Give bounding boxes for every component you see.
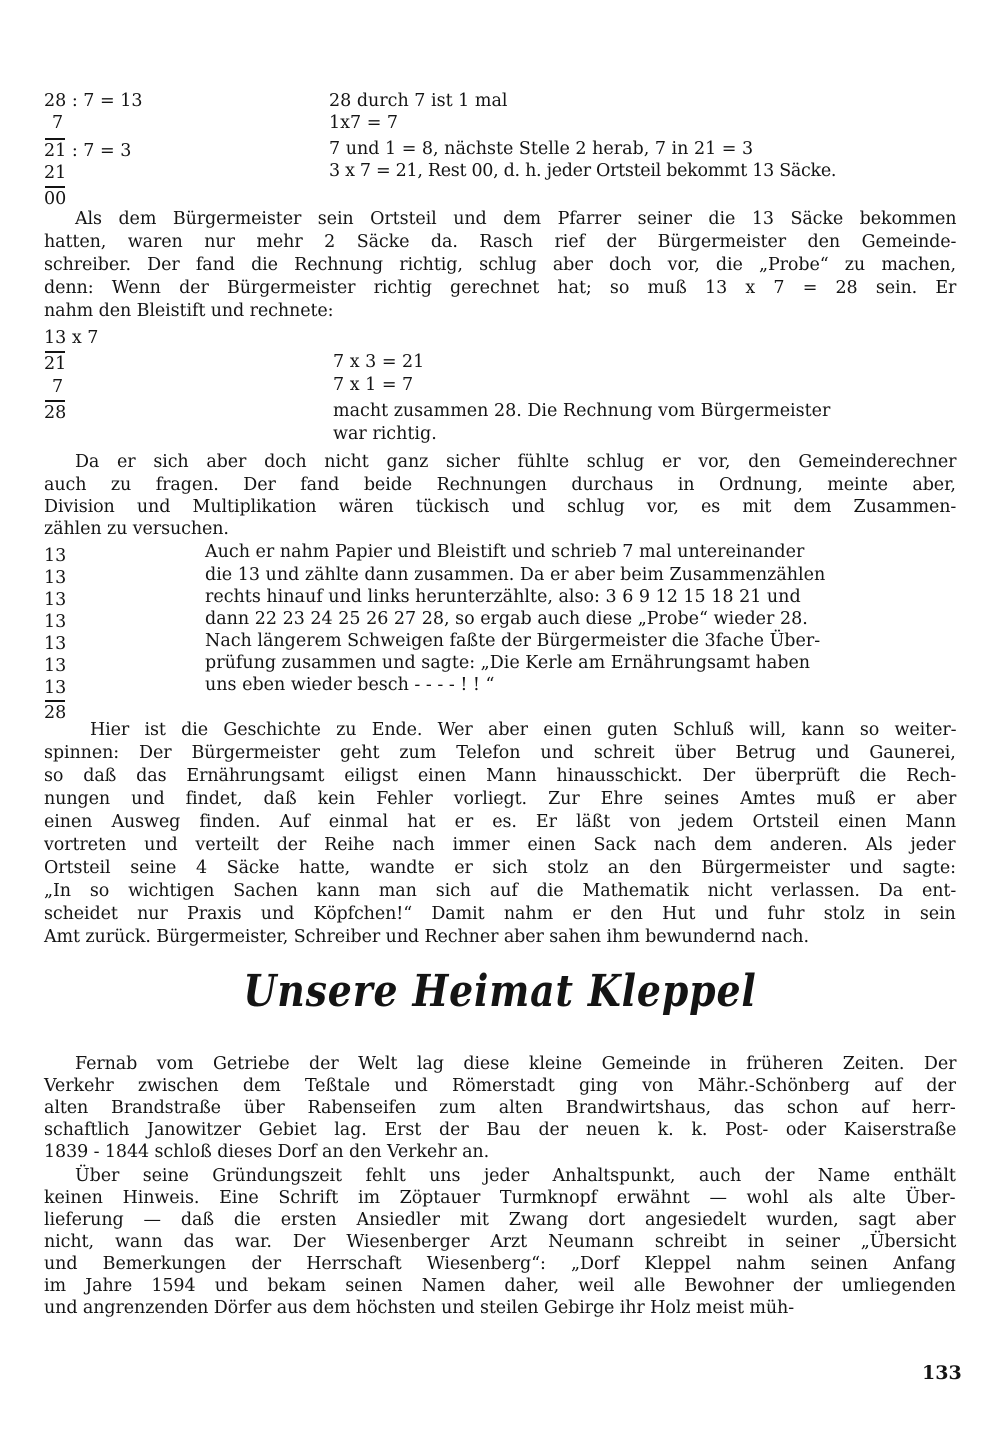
- calc-line: 21: [44, 354, 67, 374]
- calc-explanation: Nach längerem Schweigen faßte der Bürgermeister die 3fache Über-: [205, 631, 821, 651]
- calc-explanation: 7 x 1 = 7: [333, 375, 414, 395]
- text-line: hatten, waren nur mehr 2 Säcke da. Rasch rief der Bürgermeister den Gemeinde-: [44, 232, 957, 252]
- calc-line: 00: [44, 189, 67, 209]
- text-line: Hier ist die Geschichte zu Ende. Wer aber einen guten Schluß will, kann so weiter-: [90, 720, 957, 740]
- text-line: Als dem Bürgermeister sein Ortsteil und dem Pfarrer seiner die 13 Säcke bekommen: [75, 209, 957, 229]
- calc-line: 21: [44, 163, 67, 183]
- calc-line: 13: [44, 656, 67, 676]
- calc-line: 13: [44, 678, 67, 698]
- text-line: auch zu fragen. Der fand beide Rechnungen durchaus in Ordnung, meinte aber,: [44, 475, 956, 495]
- text-line: „In so wichtigen Sachen kann man sich auf die Mathematik nicht verlassen. Da ent-: [44, 881, 957, 901]
- text-line: spinnen: Der Bürgermeister geht zum Telefon und schreit über Betrug und Gaunerei,: [44, 743, 956, 763]
- calc-explanation: Auch er nahm Papier und Bleistift und schrieb 7 mal untereinander: [205, 542, 805, 562]
- text-line: Fernab vom Getriebe der Welt lag diese kleine Gemeinde in früheren Zeiten. Der: [75, 1054, 957, 1074]
- calc-explanation: macht zusammen 28. Die Rechnung vom Bürgermeister: [333, 401, 831, 421]
- section-heading: Unsere Heimat Kleppel: [243, 966, 757, 1017]
- text-line: und angrenzenden Dörfer aus dem höchsten und steilen Gebirge ihr Holz meist müh-: [44, 1298, 795, 1318]
- text-line: alten Brandstraße über Rabenseifen zum alten Brandwirtshaus, das schon auf herr-: [44, 1098, 956, 1118]
- calc-line: 28 : 7 = 13: [44, 91, 143, 111]
- calc-explanation: 3 x 7 = 21, Rest 00, d. h. jeder Ortsteil bekommt 13 Säcke.: [329, 161, 837, 181]
- calc-explanation: 28 durch 7 ist 1 mal: [329, 91, 508, 111]
- page-number: 133: [922, 1362, 962, 1384]
- calc-explanation: 1x7 = 7: [329, 113, 399, 133]
- calc-line: 7: [52, 113, 64, 133]
- text-line: einen Ausweg finden. Auf einmal hat er es. Er läßt von jedem Ortsteil einen Mann: [44, 812, 957, 832]
- calc-explanation: dann 22 23 24 25 26 27 28, so ergab auch diese „Probe“ wieder 28.: [205, 609, 808, 629]
- text-line: Ortsteil seine 4 Säcke hatte, wandte er sich stolz an den Bürgermeister und sagte:: [44, 858, 956, 878]
- calc-line: 28: [44, 703, 67, 723]
- text-line: schaftlich Janowitzer Gebiet lag. Erst der Bau der neuen k. k. Post- oder Kaiserstraße: [44, 1120, 957, 1140]
- calc-explanation: die 13 und zählte dann zusammen. Da er aber beim Zusammenzählen: [205, 565, 826, 585]
- text-line: so daß das Ernährungsamt eiligst einen Mann hinausschickt. Der überprüft die Rech-: [44, 766, 957, 786]
- text-line: vortreten und verteilt der Reihe nach immer einen Sack nach dem anderen. Als jeder: [44, 835, 956, 855]
- text-line: Verkehr zwischen dem Teßtale und Römerstadt ging von Mähr.-Schönberg auf der: [44, 1076, 956, 1096]
- calc-line: 13: [44, 546, 67, 566]
- calc-line: 13: [44, 612, 67, 632]
- calc-line: 13: [44, 590, 67, 610]
- calc-line: 13: [44, 634, 67, 654]
- text-line: Da er sich aber doch nicht ganz sicher fühlte schlug er vor, den Gemeinderechner: [75, 452, 957, 472]
- text-line: zählen zu versuchen.: [44, 519, 229, 539]
- calc-explanation: 7 x 3 = 21: [333, 352, 425, 372]
- text-line: 1839 - 1844 schloß dieses Dorf an den Verkehr an.: [44, 1142, 490, 1162]
- text-line: schreiber. Der fand die Rechnung richtig, schlug aber doch vor, die „Probe“ zu machen,: [44, 255, 956, 275]
- text-line: Division und Multiplikation wären tückisch und schlug vor, es mit dem Zusammen-: [44, 497, 957, 517]
- calc-explanation: 7 und 1 = 8, nächste Stelle 2 herab, 7 in 21 = 3: [329, 139, 754, 159]
- calc-explanation: war richtig.: [333, 424, 437, 444]
- calc-explanation: prüfung zusammen und sagte: „Die Kerle am Ernährungsamt haben: [205, 653, 811, 673]
- text-line: keinen Hinweis. Eine Schrift im Zöptauer Turmknopf erwähnt — wohl als alte Über-: [44, 1188, 956, 1208]
- text-line: Amt zurück. Bürgermeister, Schreiber und Rechner aber sahen ihm bewundernd nach.: [44, 927, 809, 947]
- text-line: scheidet nur Praxis und Köpfchen!“ Damit nahm er den Hut und fuhr stolz in sein: [44, 904, 956, 924]
- calc-line: 28: [44, 403, 67, 423]
- calc-line: 13 x 7: [44, 328, 99, 348]
- text-line: nungen und findet, daß kein Fehler vorliegt. Zur Ehre seines Amtes muß er aber: [44, 789, 957, 809]
- text-line: denn: Wenn der Bürgermeister richtig gerechnet hat; so muß 13 x 7 = 28 sein. Er: [44, 278, 957, 298]
- calc-line: 21 : 7 = 3: [44, 141, 132, 161]
- calc-line: 13: [44, 568, 67, 588]
- text-line: und Bemerkungen der Herrschaft Wiesenberg“: „Dorf Kleppel nahm seinen Anfang: [44, 1254, 956, 1274]
- calc-explanation: uns eben wieder besch - - - - ! ! “: [205, 675, 495, 695]
- calc-explanation: rechts hinauf und links herunterzählte, also: 3 6 9 12 15 18 21 und: [205, 587, 801, 607]
- text-line: Über seine Gründungszeit fehlt uns jeder Anhaltspunkt, auch der Name enthält: [75, 1166, 956, 1186]
- calc-line: 7: [52, 377, 64, 397]
- text-line: lieferung — daß die ersten Ansiedler mit Zwang dort angesiedelt wurden, sagt aber: [44, 1210, 956, 1230]
- text-line: nicht, wann das war. Der Wiesenberger Arzt Neumann schreibt in seiner „Übersicht: [44, 1232, 957, 1252]
- text-line: nahm den Bleistift und rechnete:: [44, 301, 334, 321]
- text-line: im Jahre 1594 und bekam seinen Namen daher, weil alle Bewohner der umliegenden: [44, 1276, 956, 1296]
